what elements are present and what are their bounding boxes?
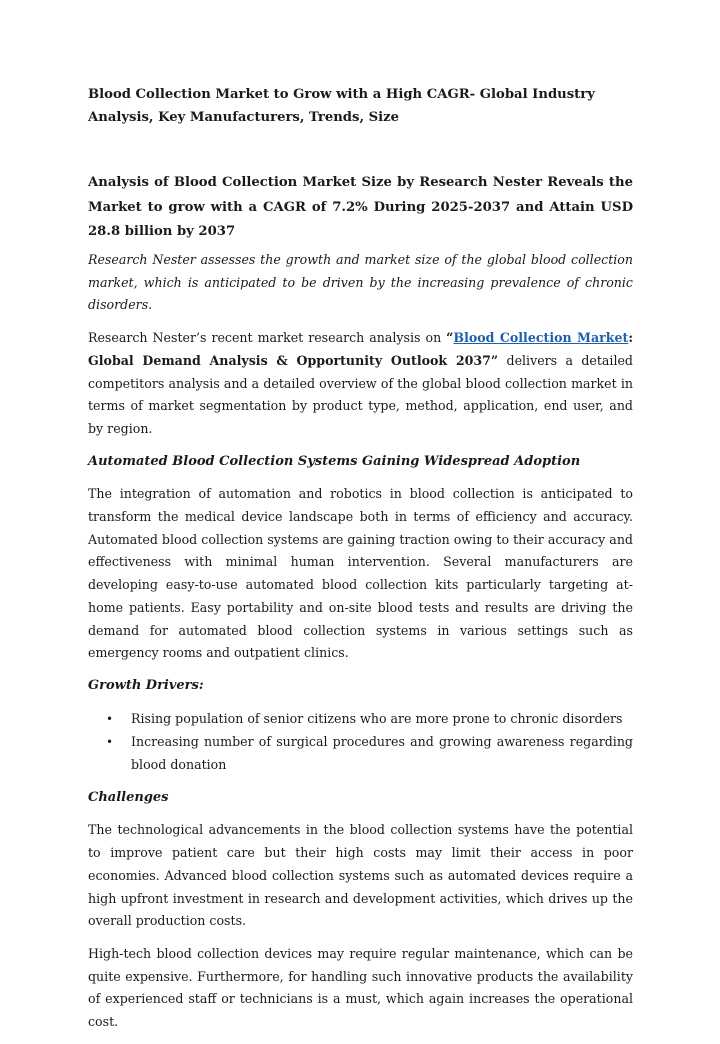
open-quote: “: [446, 330, 454, 346]
growth-drivers-heading: Growth Drivers:: [88, 677, 204, 693]
challenges-paragraph-1: The technological advancements in the blood collection systems have the potential to improve patient care but their high costs may limit their access in poor economies. Advanced blood collection systems such as automated devices require a high upfront investment in research and development activities, which drives up the overall production costs.: [88, 822, 633, 929]
list-item-text: Increasing number of surgical procedures and growing awareness regarding blood donation: [131, 734, 633, 773]
document-subtitle: Analysis of Blood Collection Market Size by Research Nester Reveals the Market to grow with a CAGR of 7.2% During 2025-2037 and Attain USD 28.8 billion by 2037: [88, 175, 633, 239]
automated-section-body: The integration of automation and robotics in blood collection is anticipated to transform the medical device landscape both in terms of efficiency and accuracy. Automated blood collection systems are gaining traction owing to their accuracy and effectiveness with minimal human intervention. Several manufacturers are developing easy-to-use automated blood collection kits particularly targeting at-home patients. Easy portability and on-site blood tests and results are driving the demand for automated blood collection systems in various settings such as emergency rooms and outpatient clinics.: [88, 486, 633, 661]
intro-text-before-link: Research Nester’s recent market research analysis on: [88, 330, 447, 346]
bullet-icon: •: [106, 711, 114, 726]
list-item: [88, 731, 633, 776]
bullet-icon: •: [106, 735, 114, 750]
document-title: Blood Collection Market to Grow with a High CAGR- Global Industry Analysis, Key Manufacturers, Trends, Size: [88, 87, 595, 125]
list-item-text: Rising population of senior citizens who are more prone to chronic disorders: [131, 710, 623, 726]
document-body: [88, 249, 633, 1044]
intro-paragraph: [88, 327, 633, 441]
list-item: [88, 708, 633, 731]
lead-paragraph: Research Nester assesses the growth and market size of the global blood collection market, which is anticipated to be driven by the increasing prevalence of chronic disorders.: [88, 252, 633, 313]
challenges-paragraph-2: High-tech blood collection devices may require regular maintenance, which can be quite expensive. Furthermore, for handling such innovative products the availability of experienced staff or technicians is a must, which again increases the operational cost.: [88, 945, 633, 1030]
automated-section-heading: Automated Blood Collection Systems Gaining Widespread Adoption: [88, 453, 581, 469]
report-title-text: : Global Demand Analysis & Opportunity Outlook 2037”: [88, 330, 633, 368]
challenges-heading: Challenges: [88, 789, 169, 805]
intro-text-after: delivers a detailed competitors analysis and a detailed overview of the global blood collection market in terms of market segmentation by product type, method, application, end user, and by region.: [88, 352, 633, 436]
growth-drivers-list: [88, 708, 633, 777]
blood-collection-market-link[interactable]: Blood Collection Market: [453, 330, 629, 346]
